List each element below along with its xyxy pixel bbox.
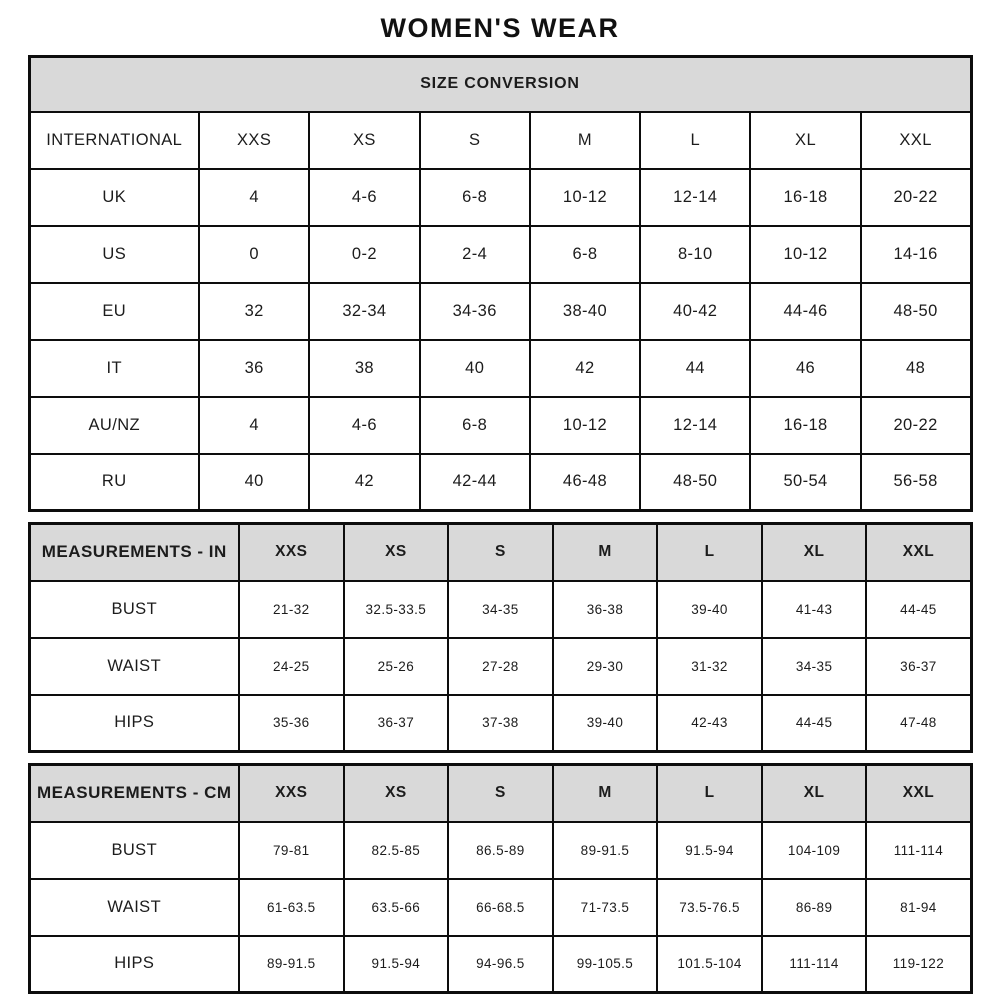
size_conversion-banner-row (29, 57, 971, 112)
size_conversion-value: 10-12 (530, 169, 640, 226)
measurements_in-value: 31-32 (657, 638, 762, 695)
size_conversion-value: 10-12 (530, 397, 640, 454)
measurements_cm-value: 66-68.5 (448, 879, 553, 936)
size_conversion-value: 4-6 (309, 169, 419, 226)
measurements_cm-value: 73.5-76.5 (657, 879, 762, 936)
measurements_cm-value: 89-91.5 (553, 822, 658, 879)
measurements_cm-header-xxs: XXS (239, 765, 344, 822)
measurements_cm-row-label: WAIST (29, 879, 239, 936)
size_conversion-row-label: UK (29, 169, 199, 226)
measurements-in-table (28, 522, 973, 753)
measurements_in-value: 44-45 (762, 695, 867, 752)
size_conversion-value: 40-42 (640, 283, 750, 340)
measurements_in-value: 29-30 (553, 638, 658, 695)
size_conversion-value: 12-14 (640, 169, 750, 226)
size_conversion-value: 4 (199, 169, 309, 226)
size_conversion-value: 2-4 (420, 226, 530, 283)
measurements_cm-header-xxl: XXL (866, 765, 971, 822)
size_conversion-row-label: IT (29, 340, 199, 397)
size_conversion-header-label: INTERNATIONAL (29, 112, 199, 169)
measurements_in-row-label: WAIST (29, 638, 239, 695)
size_conversion-value: 42-44 (420, 454, 530, 511)
measurements_in-value: 42-43 (657, 695, 762, 752)
size_conversion-value: 0-2 (309, 226, 419, 283)
measurements_in-row-label: BUST (29, 581, 239, 638)
size-conversion-table (28, 55, 973, 512)
measurements_in-header-xxl: XXL (866, 524, 971, 581)
size_conversion-value: 14-16 (861, 226, 971, 283)
measurements_in-value: 36-37 (866, 638, 971, 695)
size_conversion-value: 32-34 (309, 283, 419, 340)
size_conversion-value: 0 (199, 226, 309, 283)
measurements_cm-row-hips (29, 936, 971, 993)
size_conversion-value: 44 (640, 340, 750, 397)
size_conversion-value: 40 (199, 454, 309, 511)
size_conversion-row-it (29, 340, 971, 397)
measurements_in-value: 37-38 (448, 695, 553, 752)
size_conversion-value: 6-8 (530, 226, 640, 283)
size_conversion-value: 12-14 (640, 397, 750, 454)
measurements_cm-value: 101.5-104 (657, 936, 762, 993)
measurements_cm-value: 94-96.5 (448, 936, 553, 993)
measurements_cm-value: 63.5-66 (344, 879, 449, 936)
size_conversion-row-uk (29, 169, 971, 226)
measurements_cm-value: 119-122 (866, 936, 971, 993)
size_conversion-value: 46-48 (530, 454, 640, 511)
measurements_cm-row-label: HIPS (29, 936, 239, 993)
measurements_in-value: 27-28 (448, 638, 553, 695)
size_conversion-value: 10-12 (750, 226, 860, 283)
size_conversion-value: 4 (199, 397, 309, 454)
measurements_in-value: 34-35 (448, 581, 553, 638)
size_conversion-value: 46 (750, 340, 860, 397)
size_conversion-header-l: L (640, 112, 750, 169)
measurements_in-value: 25-26 (344, 638, 449, 695)
measurements_cm-value: 99-105.5 (553, 936, 658, 993)
measurements_in-row-waist (29, 638, 971, 695)
measurements_in-value: 36-38 (553, 581, 658, 638)
measurements_cm-value: 81-94 (866, 879, 971, 936)
measurements_cm-value: 71-73.5 (553, 879, 658, 936)
size_conversion-header-xxl: XXL (861, 112, 971, 169)
measurements_cm-header-l: L (657, 765, 762, 822)
measurements_in-value: 41-43 (762, 581, 867, 638)
measurements_cm-value: 79-81 (239, 822, 344, 879)
size_conversion-row-label: RU (29, 454, 199, 511)
size_conversion-value: 32 (199, 283, 309, 340)
measurements-cm-table (28, 763, 973, 994)
size_conversion-value: 6-8 (420, 169, 530, 226)
measurements_cm-header-xs: XS (344, 765, 449, 822)
measurements_cm-header-m: M (553, 765, 658, 822)
measurements_cm-header-s: S (448, 765, 553, 822)
measurements_cm-value: 86-89 (762, 879, 867, 936)
size_conversion-row-label: US (29, 226, 199, 283)
measurements_in-header-s: S (448, 524, 553, 581)
size_conversion-value: 38 (309, 340, 419, 397)
size_conversion-value: 50-54 (750, 454, 860, 511)
size_conversion-row-us (29, 226, 971, 283)
measurements_cm-value: 61-63.5 (239, 879, 344, 936)
measurements_in-header-row (29, 524, 971, 581)
size_conversion-banner: SIZE CONVERSION (29, 57, 971, 112)
measurements_in-row-label: HIPS (29, 695, 239, 752)
measurements_in-header-m: M (553, 524, 658, 581)
measurements_in-row-bust (29, 581, 971, 638)
size_conversion-row-ru (29, 454, 971, 511)
measurements_in-value: 47-48 (866, 695, 971, 752)
measurements_in-value: 35-36 (239, 695, 344, 752)
size_conversion-row-au-nz (29, 397, 971, 454)
size_conversion-value: 6-8 (420, 397, 530, 454)
size_conversion-header-xs: XS (309, 112, 419, 169)
page-title: WOMEN'S WEAR (380, 13, 620, 43)
size_conversion-header-row (29, 112, 971, 169)
measurements_cm-value: 111-114 (866, 822, 971, 879)
measurements_in-value: 21-32 (239, 581, 344, 638)
size_conversion-value: 40 (420, 340, 530, 397)
size_conversion-header-m: M (530, 112, 640, 169)
measurements_cm-header-xl: XL (762, 765, 867, 822)
size_conversion-row-label: AU/NZ (29, 397, 199, 454)
measurements_cm-value: 111-114 (762, 936, 867, 993)
size_conversion-header-xxs: XXS (199, 112, 309, 169)
size_conversion-row-label: EU (29, 283, 199, 340)
measurements_cm-value: 104-109 (762, 822, 867, 879)
size_conversion-value: 16-18 (750, 169, 860, 226)
size_conversion-value: 42 (530, 340, 640, 397)
size_conversion-value: 20-22 (861, 169, 971, 226)
measurements_in-value: 32.5-33.5 (344, 581, 449, 638)
size_conversion-value: 4-6 (309, 397, 419, 454)
size_conversion-header-xl: XL (750, 112, 860, 169)
size_conversion-value: 20-22 (861, 397, 971, 454)
measurements_cm-header-label: MEASUREMENTS - CM (29, 765, 239, 822)
measurements_in-value: 39-40 (553, 695, 658, 752)
measurements_cm-row-waist (29, 879, 971, 936)
measurements_in-value: 44-45 (866, 581, 971, 638)
size_conversion-value: 16-18 (750, 397, 860, 454)
measurements_in-header-xxs: XXS (239, 524, 344, 581)
measurements_in-header-xl: XL (762, 524, 867, 581)
size_conversion-value: 38-40 (530, 283, 640, 340)
size_conversion-row-eu (29, 283, 971, 340)
measurements_in-value: 39-40 (657, 581, 762, 638)
size_conversion-value: 34-36 (420, 283, 530, 340)
measurements_in-header-label: MEASUREMENTS - IN (29, 524, 239, 581)
measurements_cm-row-bust (29, 822, 971, 879)
measurements_in-row-hips (29, 695, 971, 752)
size_conversion-value: 48 (861, 340, 971, 397)
size_conversion-value: 44-46 (750, 283, 860, 340)
measurements_in-header-xs: XS (344, 524, 449, 581)
size_conversion-value: 36 (199, 340, 309, 397)
measurements_cm-value: 89-91.5 (239, 936, 344, 993)
size_conversion-value: 48-50 (861, 283, 971, 340)
size_conversion-header-s: S (420, 112, 530, 169)
size_conversion-value: 48-50 (640, 454, 750, 511)
measurements_in-header-l: L (657, 524, 762, 581)
measurements_in-value: 34-35 (762, 638, 867, 695)
measurements_cm-row-label: BUST (29, 822, 239, 879)
size_conversion-value: 8-10 (640, 226, 750, 283)
measurements_cm-value: 86.5-89 (448, 822, 553, 879)
measurements_in-value: 24-25 (239, 638, 344, 695)
size_conversion-value: 56-58 (861, 454, 971, 511)
size_conversion-value: 42 (309, 454, 419, 511)
measurements_cm-header-row (29, 765, 971, 822)
measurements_cm-value: 82.5-85 (344, 822, 449, 879)
measurements_cm-value: 91.5-94 (657, 822, 762, 879)
measurements_in-value: 36-37 (344, 695, 449, 752)
measurements_cm-value: 91.5-94 (344, 936, 449, 993)
